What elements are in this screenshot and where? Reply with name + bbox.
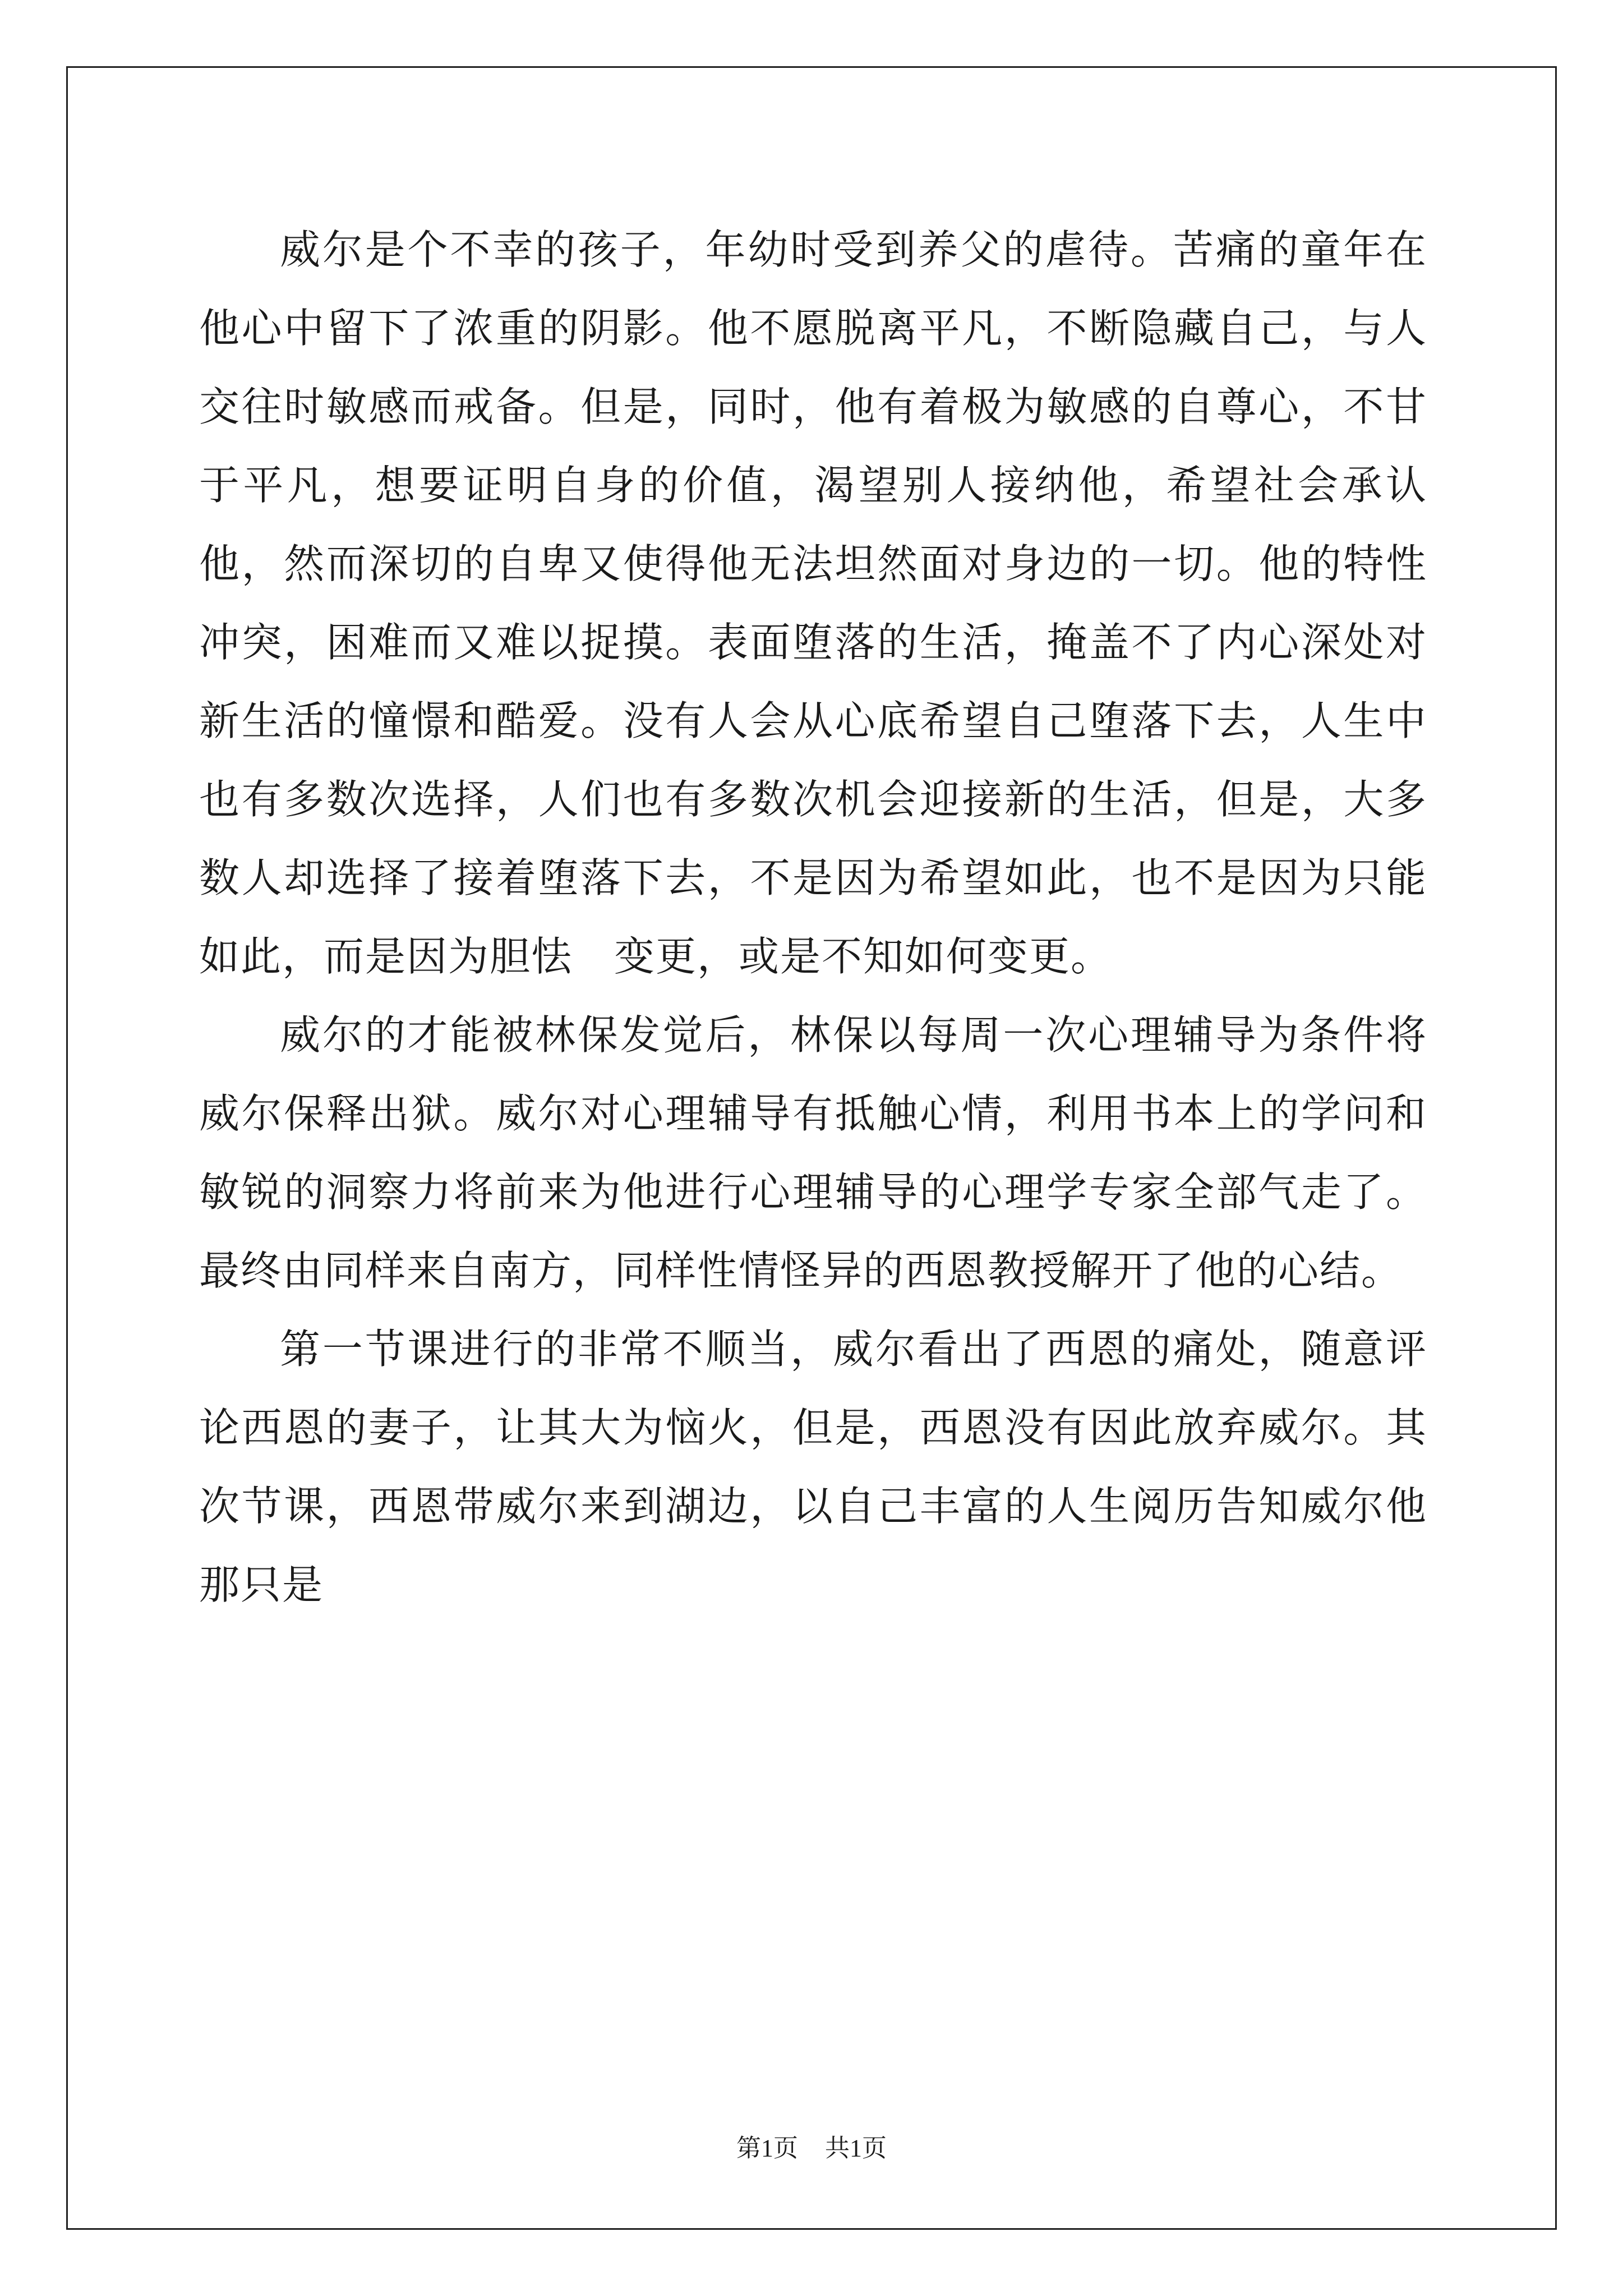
page-number-current: 第1页 — [736, 2134, 798, 2162]
document-body — [199, 210, 1427, 1624]
page-number-total: 共1页 — [825, 2134, 887, 2162]
paragraph-2: 威尔的才能被林保发觉后，林保以每周一次心理辅导为条件将威尔保释出狱。威尔对心理辅导有抵触心情，利用书本上的学问和敏锐的洞察力将前来为他进行心理辅导的心理学专家全部气走了。最终由同样来自南方，同样性情怪异的西恩教授解开了他的心结。 — [199, 1011, 1427, 1294]
paragraph-3: 第一节课进行的非常不顺当，威尔看出了西恩的痛处，随意评论西恩的妻子，让其大为恼火，但是，西恩没有因此放弃威尔。其次节课，西恩带威尔来到湖边，以自己丰富的人生阅历告知威尔他那只是 — [199, 1326, 1427, 1608]
page-footer — [0, 2132, 1623, 2165]
paragraph-1: 威尔是个不幸的孩子，年幼时受到养父的虐待。苦痛的童年在他心中留下了浓重的阴影。他不愿脱离平凡，不断隐藏自己，与人交往时敏感而戒备。但是，同时，他有着极为敏感的自尊心，不甘于平凡，想要证明自身的价值，渴望别人接纳他，希望社会承认他，然而深切的自卑又使得他无法坦然面对身边的一切。他的特性冲突，困难而又难以捉摸。表面堕落的生活，掩盖不了内心深处对新生活的憧憬和酷爱。没有人会从心底希望自己堕落下去，人生中也有多数次选择，人们也有多数次机会迎接新的生活，但是，大多数人却选择了接着堕落下去，不是因为希望如此，也不是因为只能如此，而是因为胆怯 变更，或是不知如何变更。 — [199, 226, 1427, 980]
